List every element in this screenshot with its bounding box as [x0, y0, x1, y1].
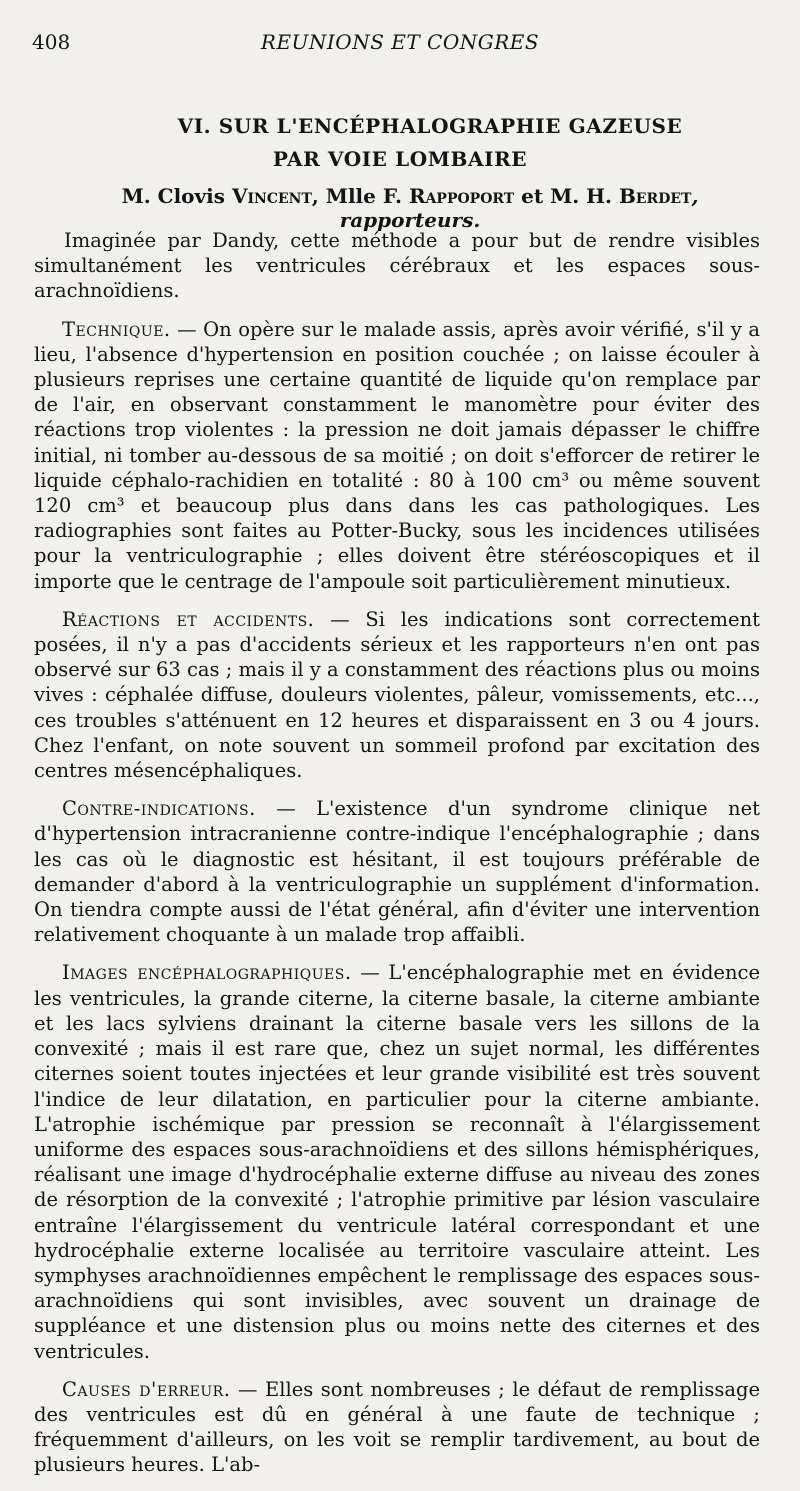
images-label: Images encéphalographiques. — [62, 961, 352, 985]
author-prefix-3: et M. H. — [514, 184, 619, 208]
reactions-label: Réactions et accidents. — [62, 607, 315, 631]
author-name-berdet: Berdet — [618, 184, 692, 208]
causes-text: — Elles sont nombreuses ; le défaut de remplissage des ventricules est dû en général à une faute de technique ; fréquemment d'ailleurs, on les voit se remplir tardivement, au bout de plusieurs heures. L'ab- — [34, 1377, 761, 1477]
technique-text: — On opère sur le malade assis, après avoir vérifié, s'il y a lieu, l'absence d'hypertension en position couchée ; on laisse écouler à plusieurs reprises une certaine quantité de liquide qu'on remplace par de l'air, en observant constamment le manomètre pour éviter des réactions trop violentes : la pression ne doit jamais dépasser le chiffre initial, ni tomber au-dessous de sa moitié ; on doit s'efforcer de retirer le liquide céphalo-rachidien en totalité : 80 à 100 cm³ ou même souvent 120 cm³ et beaucoup plus dans dans les cas pathologiques. Les radiographies sont faites au Potter-Bucky, sous les incidences utilisées pour la ventriculographie ; elles doivent être stéréoscopiques et il importe que le centrage de l'ampoule soit particulièrement minutieux. — [34, 317, 760, 593]
authors-line — [50, 184, 770, 232]
author-name-rappoport: Rappoport — [408, 184, 515, 208]
causes-label: Causes d'erreur. — [62, 1377, 231, 1401]
reactions-text: — Si les indications sont correctement posées, il n'y a pas d'accidents sérieux et les rapporteurs n'en ont pas observé sur 63 cas ; mais il y a constamment des réactions plus ou moins vives : céphalée diffuse, douleurs violentes, pâleur, vomissements, etc..., ces troubles s'atténuent en 12 heures et disparaissent en 3 ou 4 jours. Chez l'enfant, on note souvent un sommeil profond par excitation des centres mésencéphaliques. — [34, 607, 760, 783]
article-body — [34, 228, 760, 1491]
page-number: 408 — [32, 30, 71, 54]
images-text: — L'encéphalographie met en évidence les ventricules, la grande citerne, la citerne basale, la citerne ambiante et les lacs sylviens drainant la citerne basale vers les sillons de la convexité ; mais il est rare que, chez un sujet normal, les différentes citernes soient toutes injectées et leur grande visibilité est très souvent l'indice de leur dilatation, en particulier pour la citerne ambiante. L'atrophie ischémique par pression se reconnaît à l'élargissement uniforme des espaces sous-arachnoïdiens et des sillons hémisphériques, réalisant une image d'hydrocéphalie externe diffuse au niveau des zones de résorption de la convexité ; l'atrophie primitive par lésion vasculaire entraîne l'élargissement du ventricule latéral correspondant et une hydrocéphalie externe localisée au territoire vasculaire atteint. Les symphyses arachnoïdiennes empêchent le remplissage des espaces sous-arachnoïdiens qui sont invisibles, avec souvent un drainage de suppléance et une distension plus ou moins nette des citernes et des ventricules. — [34, 961, 760, 1363]
contre-indications-paragraph — [34, 796, 760, 947]
technique-paragraph — [34, 317, 760, 594]
contre-indications-label: Contre-indications. — [62, 797, 256, 821]
section-title-line-1: VI. SUR L'ENCÉPHALOGRAPHIE GAZEUSE — [177, 114, 683, 138]
technique-label: Technique. — [62, 317, 171, 341]
author-prefix-2: , Mlle F. — [311, 184, 409, 208]
author-name-vincent: Vincent — [231, 184, 312, 208]
images-paragraph — [34, 960, 760, 1363]
intro-paragraph: Imaginée par Dandy, cette méthode a pour but de rendre visibles simultanément les ventricules cérébraux et les espaces sous-arachnoïdiens. — [34, 229, 760, 303]
causes-paragraph — [34, 1377, 760, 1478]
section-title-line-2: PAR VOIE LOMBAIRE — [272, 147, 528, 171]
page-header — [22, 30, 778, 58]
running-head: REUNIONS ET CONGRES — [260, 30, 540, 54]
author-role: , rapporteurs. — [339, 184, 699, 232]
contre-indications-text: — L'existence d'un syndrome clinique net d'hypertension intracranienne contre-indique l'encéphalographie ; dans les cas où le diagnostic est hésitant, il est toujours préférable de demander d'abord à la ventriculographie un supplément d'information. On tiendra compte aussi de l'état général, afin d'éviter une intervention relativement choquante à un malade trop affaibli. — [34, 797, 760, 947]
author-prefix-1: M. Clovis — [121, 184, 232, 208]
reactions-paragraph — [34, 607, 760, 783]
